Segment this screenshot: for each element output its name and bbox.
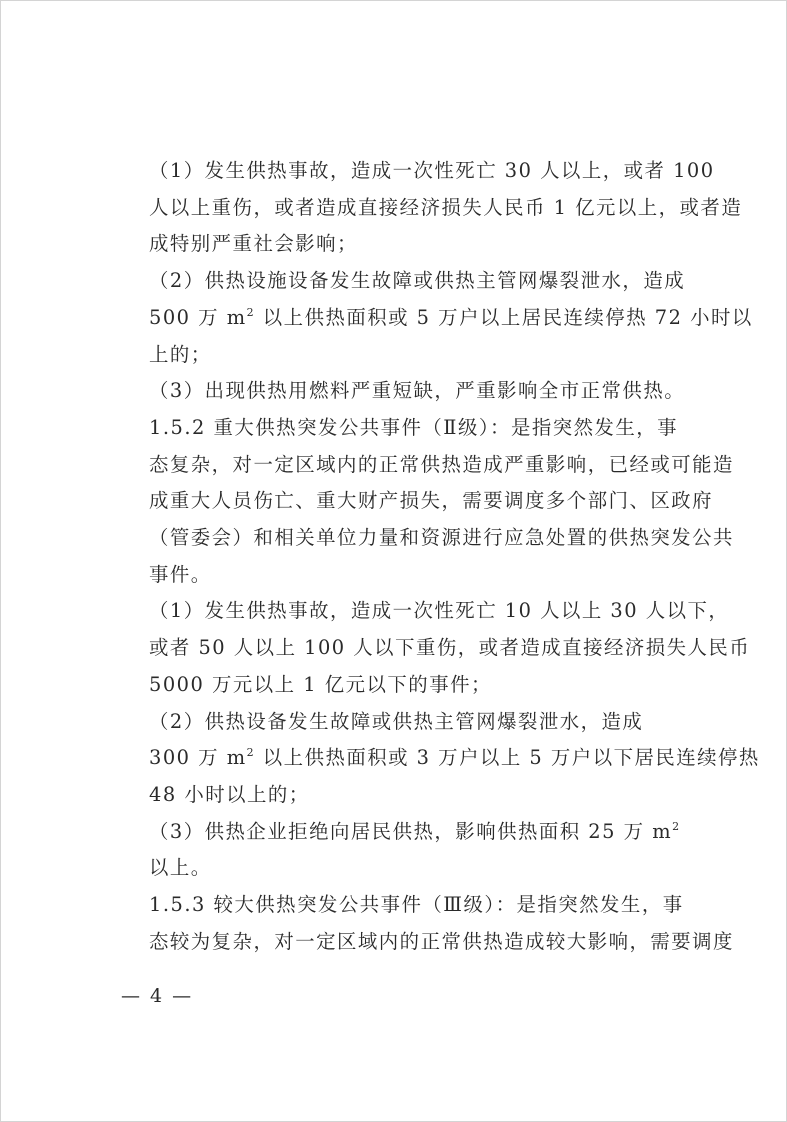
paragraph-item-3b bbox=[110, 814, 680, 887]
text-line bbox=[110, 153, 715, 190]
text-line bbox=[110, 924, 734, 961]
text-line bbox=[110, 410, 680, 447]
text-line bbox=[110, 300, 753, 337]
page-number: — 4 — bbox=[121, 985, 194, 1007]
text-segment: 以上供热面积或 5 万户以上居民连续停热 72 小时以 bbox=[255, 305, 753, 329]
text-segment: （3）供热企业拒绝向居民供热，影响供热面积 25 万 m bbox=[149, 819, 673, 843]
paragraph-item-2 bbox=[110, 263, 753, 373]
text-segment: 或者 50 人以上 100 人以下重伤，或者造成直接经济损失人民币 bbox=[149, 636, 751, 660]
paragraph-item-1b bbox=[110, 593, 751, 703]
superscript: 2 bbox=[246, 305, 256, 319]
text-segment: 1.5.2 重大供热突发公共事件（Ⅱ级）：是指突然发生，事 bbox=[149, 415, 679, 439]
text-line bbox=[110, 337, 680, 374]
text-segment: 5000 万元以上 1 亿元以下的事件； bbox=[149, 672, 492, 696]
text-segment: 1.5.3 较大供热突发公共事件（Ⅲ级）：是指突然发生，事 bbox=[149, 893, 684, 917]
text-line bbox=[110, 373, 686, 410]
text-line bbox=[110, 740, 760, 777]
text-segment: 以上。 bbox=[149, 856, 212, 880]
superscript: 2 bbox=[672, 819, 681, 833]
text-line bbox=[110, 777, 680, 814]
text-line bbox=[110, 557, 680, 594]
superscript: 2 bbox=[246, 746, 256, 760]
text-segment: 事件。 bbox=[149, 562, 212, 586]
text-segment: 48 小时以上的； bbox=[149, 782, 310, 806]
text-segment: 态复杂，对一定区域内的正常供热造成严重影响，已经或可能造 bbox=[149, 452, 734, 476]
text-segment: （管委会）和相关单位力量和资源进行应急处置的供热突发公共 bbox=[149, 526, 734, 550]
text-segment: 500 万 m bbox=[149, 305, 247, 329]
text-segment: 成特别严重社会影响； bbox=[149, 232, 358, 256]
text-segment: （1）发生供热事故，造成一次性死亡 30 人以上，或者 100 bbox=[149, 159, 715, 182]
text-segment: （3）出现供热用燃料严重短缺，严重影响全市正常供热。 bbox=[149, 379, 686, 403]
section-1-5-3 bbox=[110, 887, 734, 960]
text-line bbox=[110, 630, 751, 667]
text-line bbox=[110, 190, 743, 227]
text-segment: 300 万 m bbox=[149, 746, 247, 770]
text-segment: （2）供热设备发生故障或供热主管网爆裂泄水，造成 bbox=[149, 709, 644, 733]
text-segment: 以上供热面积或 3 万户以上 5 万户以下居民连续停热 bbox=[255, 746, 760, 770]
text-line bbox=[110, 667, 680, 704]
text-line bbox=[110, 226, 680, 263]
text-line bbox=[110, 593, 730, 630]
text-line bbox=[110, 704, 680, 741]
paragraph-item-1 bbox=[110, 153, 743, 263]
text-line bbox=[110, 447, 734, 484]
text-segment: 态较为复杂，对一定区域内的正常供热造成较大影响，需要调度 bbox=[149, 929, 734, 953]
text-line bbox=[110, 814, 680, 851]
text-segment: （1）发生供热事故，造成一次性死亡 10 人以上 30 人以下， bbox=[149, 599, 730, 623]
text-segment: 成重大人员伤亡、重大财产损失，需要调度多个部门、区政府 bbox=[149, 489, 714, 513]
text-line bbox=[110, 887, 684, 924]
text-segment: 上的； bbox=[149, 342, 212, 366]
text-line bbox=[110, 483, 714, 520]
text-segment: （2）供热设施设备发生故障或供热主管网爆裂泄水，造成 bbox=[149, 269, 686, 293]
text-line bbox=[110, 520, 734, 557]
document-body bbox=[110, 153, 760, 960]
text-line bbox=[110, 263, 686, 300]
text-segment: 人以上重伤，或者造成直接经济损失人民币 1 亿元以上，或者造 bbox=[149, 195, 743, 219]
section-1-5-2 bbox=[110, 410, 734, 594]
paragraph-item-3 bbox=[110, 373, 686, 410]
text-line bbox=[110, 850, 680, 887]
paragraph-item-2b bbox=[110, 704, 760, 814]
